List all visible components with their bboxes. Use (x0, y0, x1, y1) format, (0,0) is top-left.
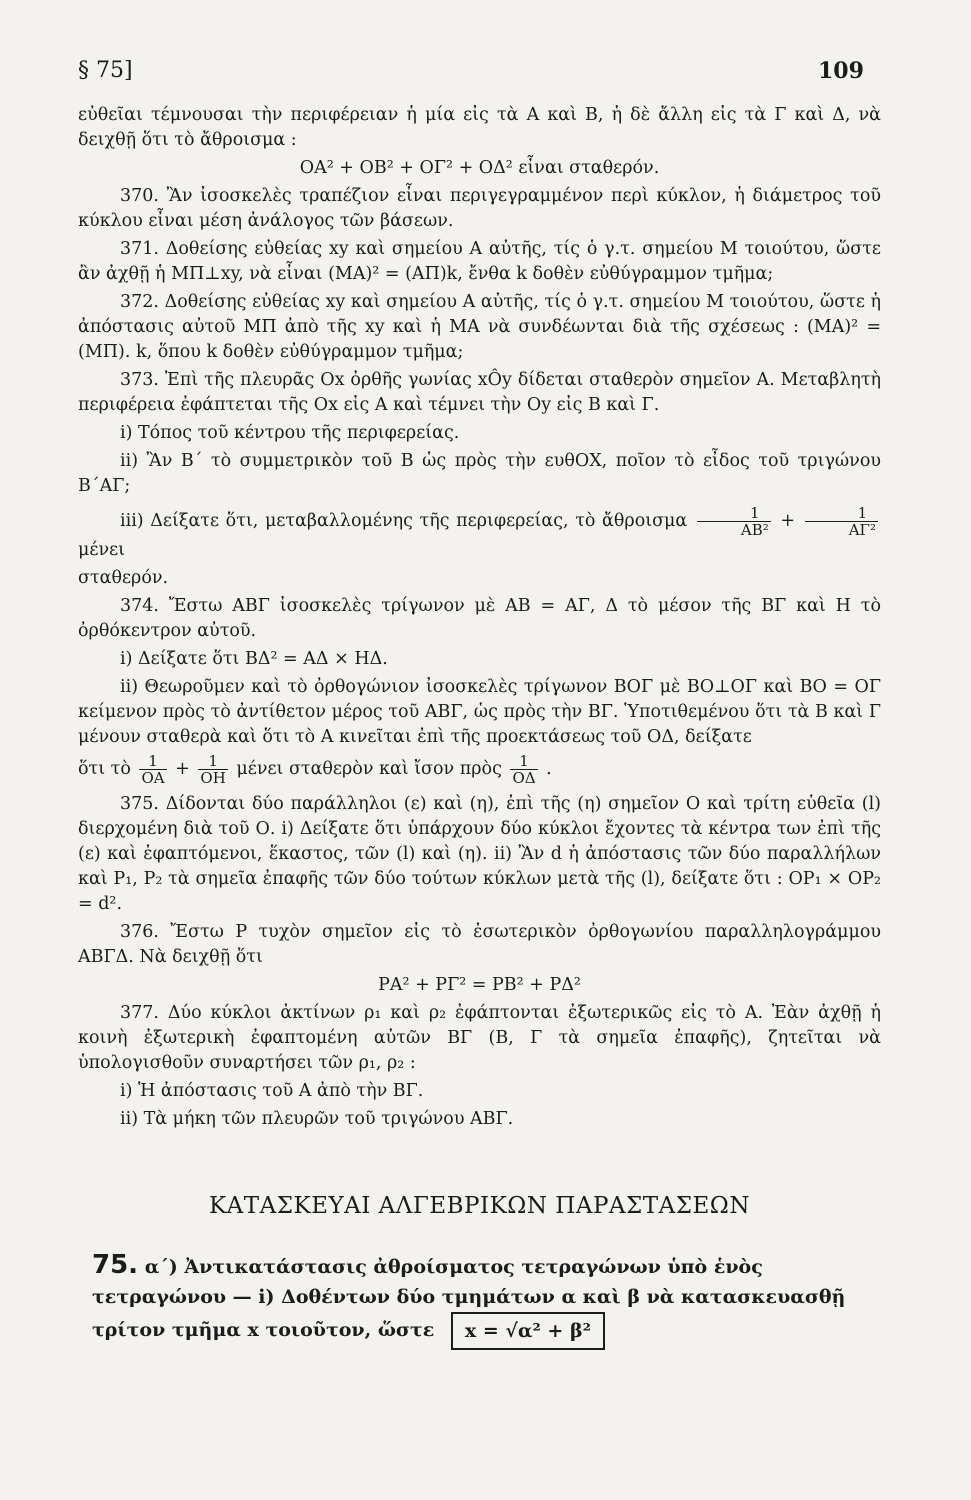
exercise-374-ii-formula (78, 753, 881, 786)
exercise-376-formula: ΡΑ² + ΡΓ² = ΡΒ² + ΡΔ² (378, 975, 581, 995)
exercise-374-ii-mid: μένει σταθερὸν καὶ ἴσον πρὸς (236, 759, 502, 779)
section-reference: § 75] (78, 58, 133, 83)
plus-sign: + (780, 511, 796, 531)
fraction-denominator: ΟΑ (141, 769, 165, 787)
exercise-text (78, 103, 881, 1135)
fraction-numerator: 1 (510, 753, 537, 770)
fraction-numerator: 1 (139, 753, 166, 770)
exercise-377-ii: ii) Τὰ μήκη τῶν πλευρῶν τοῦ τριγώνου ΑΒΓ. (120, 1109, 514, 1129)
exercise-373-ii: ii) Ἂν Β΄ τὸ συμμετρικὸν τοῦ Β ὡς πρὸς τὴν ευθΟΧ, ποῖον τὸ εἶδος τοῦ τριγώνου Β΄ΑΓ; (78, 451, 881, 496)
fraction-numerator: 1 (805, 505, 878, 522)
fraction-1-over-oa (139, 753, 166, 786)
exercise-373-iii (78, 505, 881, 563)
fraction-numerator: 1 (198, 753, 227, 770)
exercise-374-ii-pre: ὅτι τὸ (78, 759, 131, 779)
fraction-denominator: ΟΗ (200, 769, 226, 787)
exercise-375: 375. Δίδονται δύο παράλληλοι (ε) καὶ (η), ἐπὶ τῆς (η) σημεῖον Ο καὶ τρίτη εὐθεῖα (l) διερχομένη διὰ τοῦ Ο. i) Δείξατε ὅτι ὑπάρχουν δύο κύκλοι ἔχοντες τὰ κέντρα των ἐπὶ τῆς (ε) καὶ ἐφαπτόμενοι, ἕκαστος, τῶν (l) καὶ (η). ii) Ἂν d ἡ ἀπόστασις τῶν δύο παραλλήλων καὶ Ρ₁, Ρ₂ τὰ σημεῖα ἐπαφῆς τῶν δύο τούτων κύκλων μετὰ τῆς (l), δείξατε ὅτι : ΟΡ₁ × ΟΡ₂ = d². (78, 794, 881, 914)
exercise-373-iii-end: σταθερόν. (78, 568, 169, 588)
exercise-373-iii-text: iii) Δείξατε ὅτι, μεταβαλλομένης τῆς περιφερείας, τὸ ἄθροισμα (120, 511, 688, 531)
exercise-377: 377. Δύο κύκλοι ἀκτίνων ρ₁ καὶ ρ₂ ἐφάπτονται ἐξωτερικῶς εἰς τὸ Α. Ἐὰν ἀχθῇ ἡ κοινὴ ἐξωτερικὴ ἐφαπτομένη αὐτῶν ΒΓ (Β, Γ τὰ σημεῖα ἐπαφῆς), ζητεῖται νὰ ὑπολογισθοῦν συναρτήσει τῶν ρ₁, ρ₂ : (78, 1003, 881, 1073)
fraction-denominator: ΟΔ (512, 769, 536, 787)
exercise-370: 370. Ἂν ἰσοσκελὲς τραπέζιον εἶναι περιγεγραμμένον περὶ κύκλον, ἡ διάμετρος τοῦ κύκλου εἶναι μέση ἀνάλογος τῶν βάσεων. (78, 186, 881, 231)
fraction-numerator: 1 (697, 505, 771, 522)
exercise-373: 373. Ἐπὶ τῆς πλευρᾶς Οx ὀρθῆς γωνίας xÔy δίδεται σταθερὸν σημεῖον Α. Μεταβλητὴ περιφέρεια ἐφάπτεται τῆς Οx εἰς Α καὶ τέμνει τὴν Οy εἰς Β καὶ Γ. (78, 370, 881, 415)
exercise-372: 372. Δοθείσης εὐθείας xy καὶ σημείου Α αὐτῆς, τίς ὁ γ.τ. σημείου Μ τοιούτου, ὥστε ἡ ἀπόστασις αὐτοῦ ΜΠ ἀπὸ τῆς xy καὶ ἡ ΜΑ νὰ συνδέωνται διὰ τῆς σχέσεως : (ΜΑ)² = (ΜΠ). k, ὅπου k δοθὲν εὐθύγραμμον τμῆμα; (78, 292, 881, 362)
exercise-377-i: i) Ἡ ἀπόστασις τοῦ Α ἀπὸ τὴν ΒΓ. (120, 1081, 424, 1101)
boxed-formula: x = √α² + β² (451, 1312, 605, 1350)
fraction-1-over-oh (198, 753, 227, 786)
exercise-373-i: i) Τόπος τοῦ κέντρου τῆς περιφερείας. (120, 423, 460, 443)
section-75-heading (92, 1250, 892, 1350)
period: . (546, 759, 552, 779)
page-number: 109 (818, 58, 864, 84)
plus-sign: + (175, 759, 190, 779)
exercise-369-formula: ΟΑ² + ΟΒ² + ΟΓ² + ΟΔ² εἶναι σταθερόν. (299, 158, 660, 178)
fraction-1-over-ab2 (697, 505, 771, 538)
section-heading-text: α΄) Ἀντικατάστασις ἀθροίσματος τετραγώνων ὑπὸ ἑνὸς τετραγώνου — i) Δοθέντων δύο τμημάτων α καὶ β νὰ κατασκευασθῇ τρίτον τμῆμα x τοιοῦτον, ὥστε (92, 1256, 846, 1341)
exercise-373-iii-post: μένει (78, 540, 126, 560)
exercise-376: 376. Ἔστω Ρ τυχὸν σημεῖον εἰς τὸ ἐσωτερικὸν ὀρθογωνίου παραλληλογράμμου ΑΒΓΔ. Νὰ δειχθῇ ὅτι (78, 922, 881, 967)
exercise-374-i: i) Δείξατε ὅτι ΒΔ² = ΑΔ × ΗΔ. (120, 649, 388, 669)
fraction-1-over-ag2 (805, 505, 878, 538)
fraction-denominator: ΑΒ² (740, 521, 769, 539)
exercise-369-tail: εὐθεῖαι τέμνουσαι τὴν περιφέρειαν ἡ μία εἰς τὰ Α καὶ Β, ἡ δὲ ἄλλη εἰς τὰ Γ καὶ Δ, νὰ δειχθῇ ὅτι τὸ ἄθροισμα : (78, 105, 881, 150)
exercise-371: 371. Δοθείσης εὐθείας xy καὶ σημείου Α αὐτῆς, τίς ὁ γ.τ. σημείου Μ τοιούτου, ὥστε ἂν ἀχθῇ ἡ ΜΠ⊥xy, νὰ εἶναι (ΜΑ)² = (ΑΠ)k, ἔνθα k δοθὲν εὐθύγραμμον τμῆμα; (78, 239, 881, 284)
fraction-denominator: ΑΓ² (848, 521, 876, 539)
exercise-374-ii: ii) Θεωροῦμεν καὶ τὸ ὀρθογώνιον ἰσοσκελὲς τρίγωνον ΒΟΓ μὲ ΒΟ⊥ΟΓ καὶ ΒΟ = ΟΓ κείμενον πρὸς τὸ ἀντίθετον μέρος τοῦ ΑΒΓ, ὡς πρὸς τὴν ΒΓ. Ὑποτιθεμένου ὅτι τὰ Β καὶ Γ μένουν σταθερὰ καὶ ὅτι τὸ Α κινεῖται ἐπὶ τῆς προεκτάσεως τοῦ ΟΔ, δείξατε (78, 677, 881, 747)
exercise-374: 374. Ἔστω ΑΒΓ ἰσοσκελὲς τρίγωνον μὲ ΑΒ = ΑΓ, Δ τὸ μέσον τῆς ΒΓ καὶ Η τὸ ὀρθόκεντρον αὐτοῦ. (78, 596, 881, 641)
section-number: 75. (92, 1250, 139, 1280)
section-title: ΚΑΤΑΣΚΕΥΑΙ ΑΛΓΕΒΡΙΚΩΝ ΠΑΡΑΣΤΑΣΕΩΝ (209, 1193, 750, 1219)
fraction-1-over-od (510, 753, 537, 786)
